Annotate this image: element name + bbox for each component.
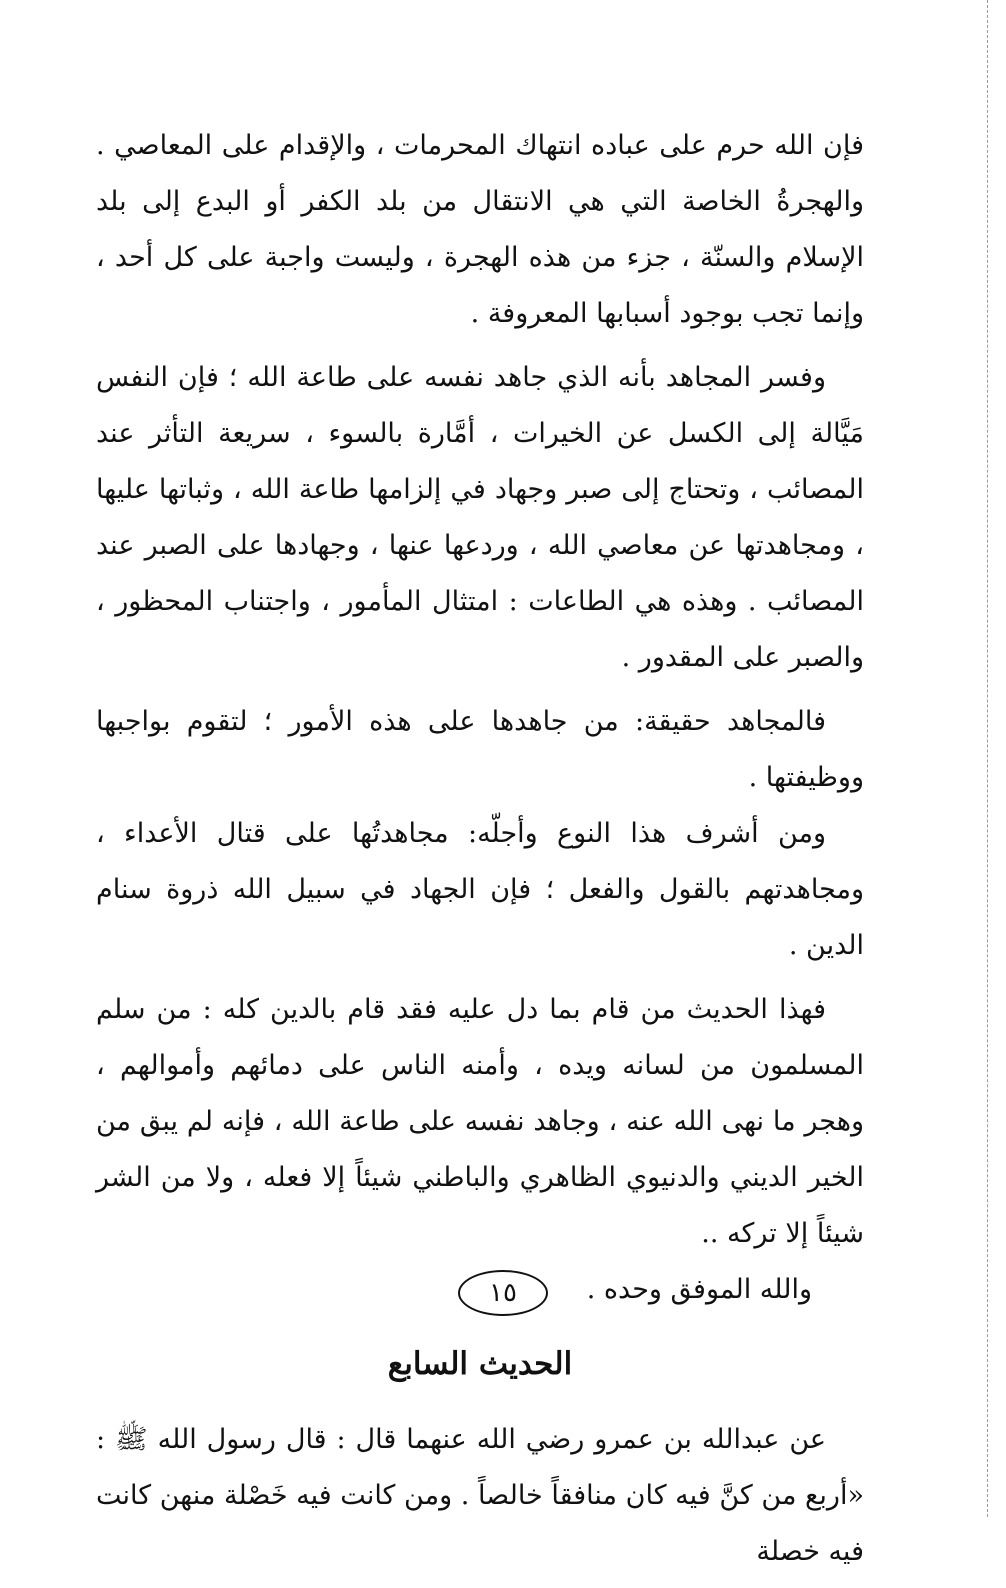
paragraph-noblest-jihad: ومن أشرف هذا النوع وأجلّه: مجاهدتُها على قتال الأعداء ، ومجاهدتهم بالقول والفعل ؛ فإن الجهاد في سبيل الله ذروة سنام الدين . xyxy=(96,818,864,961)
closing-line: والله الموفق وحده . xyxy=(586,1274,812,1305)
paragraph-mujahid-definition: فالمجاهد حقيقة: من جاهدها على هذه الأمور ؛ لتقوم بواجبها ووظيفتها . xyxy=(96,706,864,793)
section-heading: الحديث السابع xyxy=(387,1346,573,1382)
page-body xyxy=(96,118,864,1588)
paragraph-mujahid: وفسر المجاهد بأنه الذي جاهد نفسه على طاعة الله ؛ فإن النفس مَيَّالة إلى الكسل عن الخيرات ، أمَّارة بالسوء ، سريعة التأثر عند المصائب ، وتحتاج إلى صبر وجهاد في إلزامها طاعة الله ، وثباتها عليها ، ومجاهدتها عن معاصي الله ، وردعها عنها ، وجهادها على الصبر عند المصائب . وهذه هي الطاعات : امتثال المأمور ، واجتناب المحظور ، والصبر على المقدور . xyxy=(96,362,864,673)
paragraph-hadith-summary: فهذا الحديث من قام بما دل عليه فقد قام بالدين كله : من سلم المسلمون من لسانه ويده ، وأمنه الناس على دمائهم وأموالهم ، وهجر ما نهى الله عنه ، وجاهد نفسه على طاعة الله ، فإنه لم يبق من الخير الديني والدنيوي الظاهري والباطني شيئاً إلا فعله ، ولا من الشر شيئاً إلا تركه .. xyxy=(96,994,864,1249)
page-number-container xyxy=(0,1270,1006,1316)
page-number: ١٥ xyxy=(458,1270,548,1316)
hadith-text: عن عبدالله بن عمرو رضي الله عنهما قال : قال رسول الله ﷺ : «أربع من كنَّ فيه كان منافقاً خالصاً . ومن كانت فيه خَصْلة منهن كانت فيه خصلة xyxy=(96,1424,864,1567)
paragraph-hijra: فإن الله حرم على عباده انتهاك المحرمات ، والإقدام على المعاصي . والهجرةُ الخاصة التي هي الانتقال من بلد الكفر أو البدع إلى بلد الإسلام والسنّة ، جزء من هذه الهجرة ، وليست واجبة على كل أحد ، وإنما تجب بوجود أسبابها المعروفة . xyxy=(96,130,864,329)
